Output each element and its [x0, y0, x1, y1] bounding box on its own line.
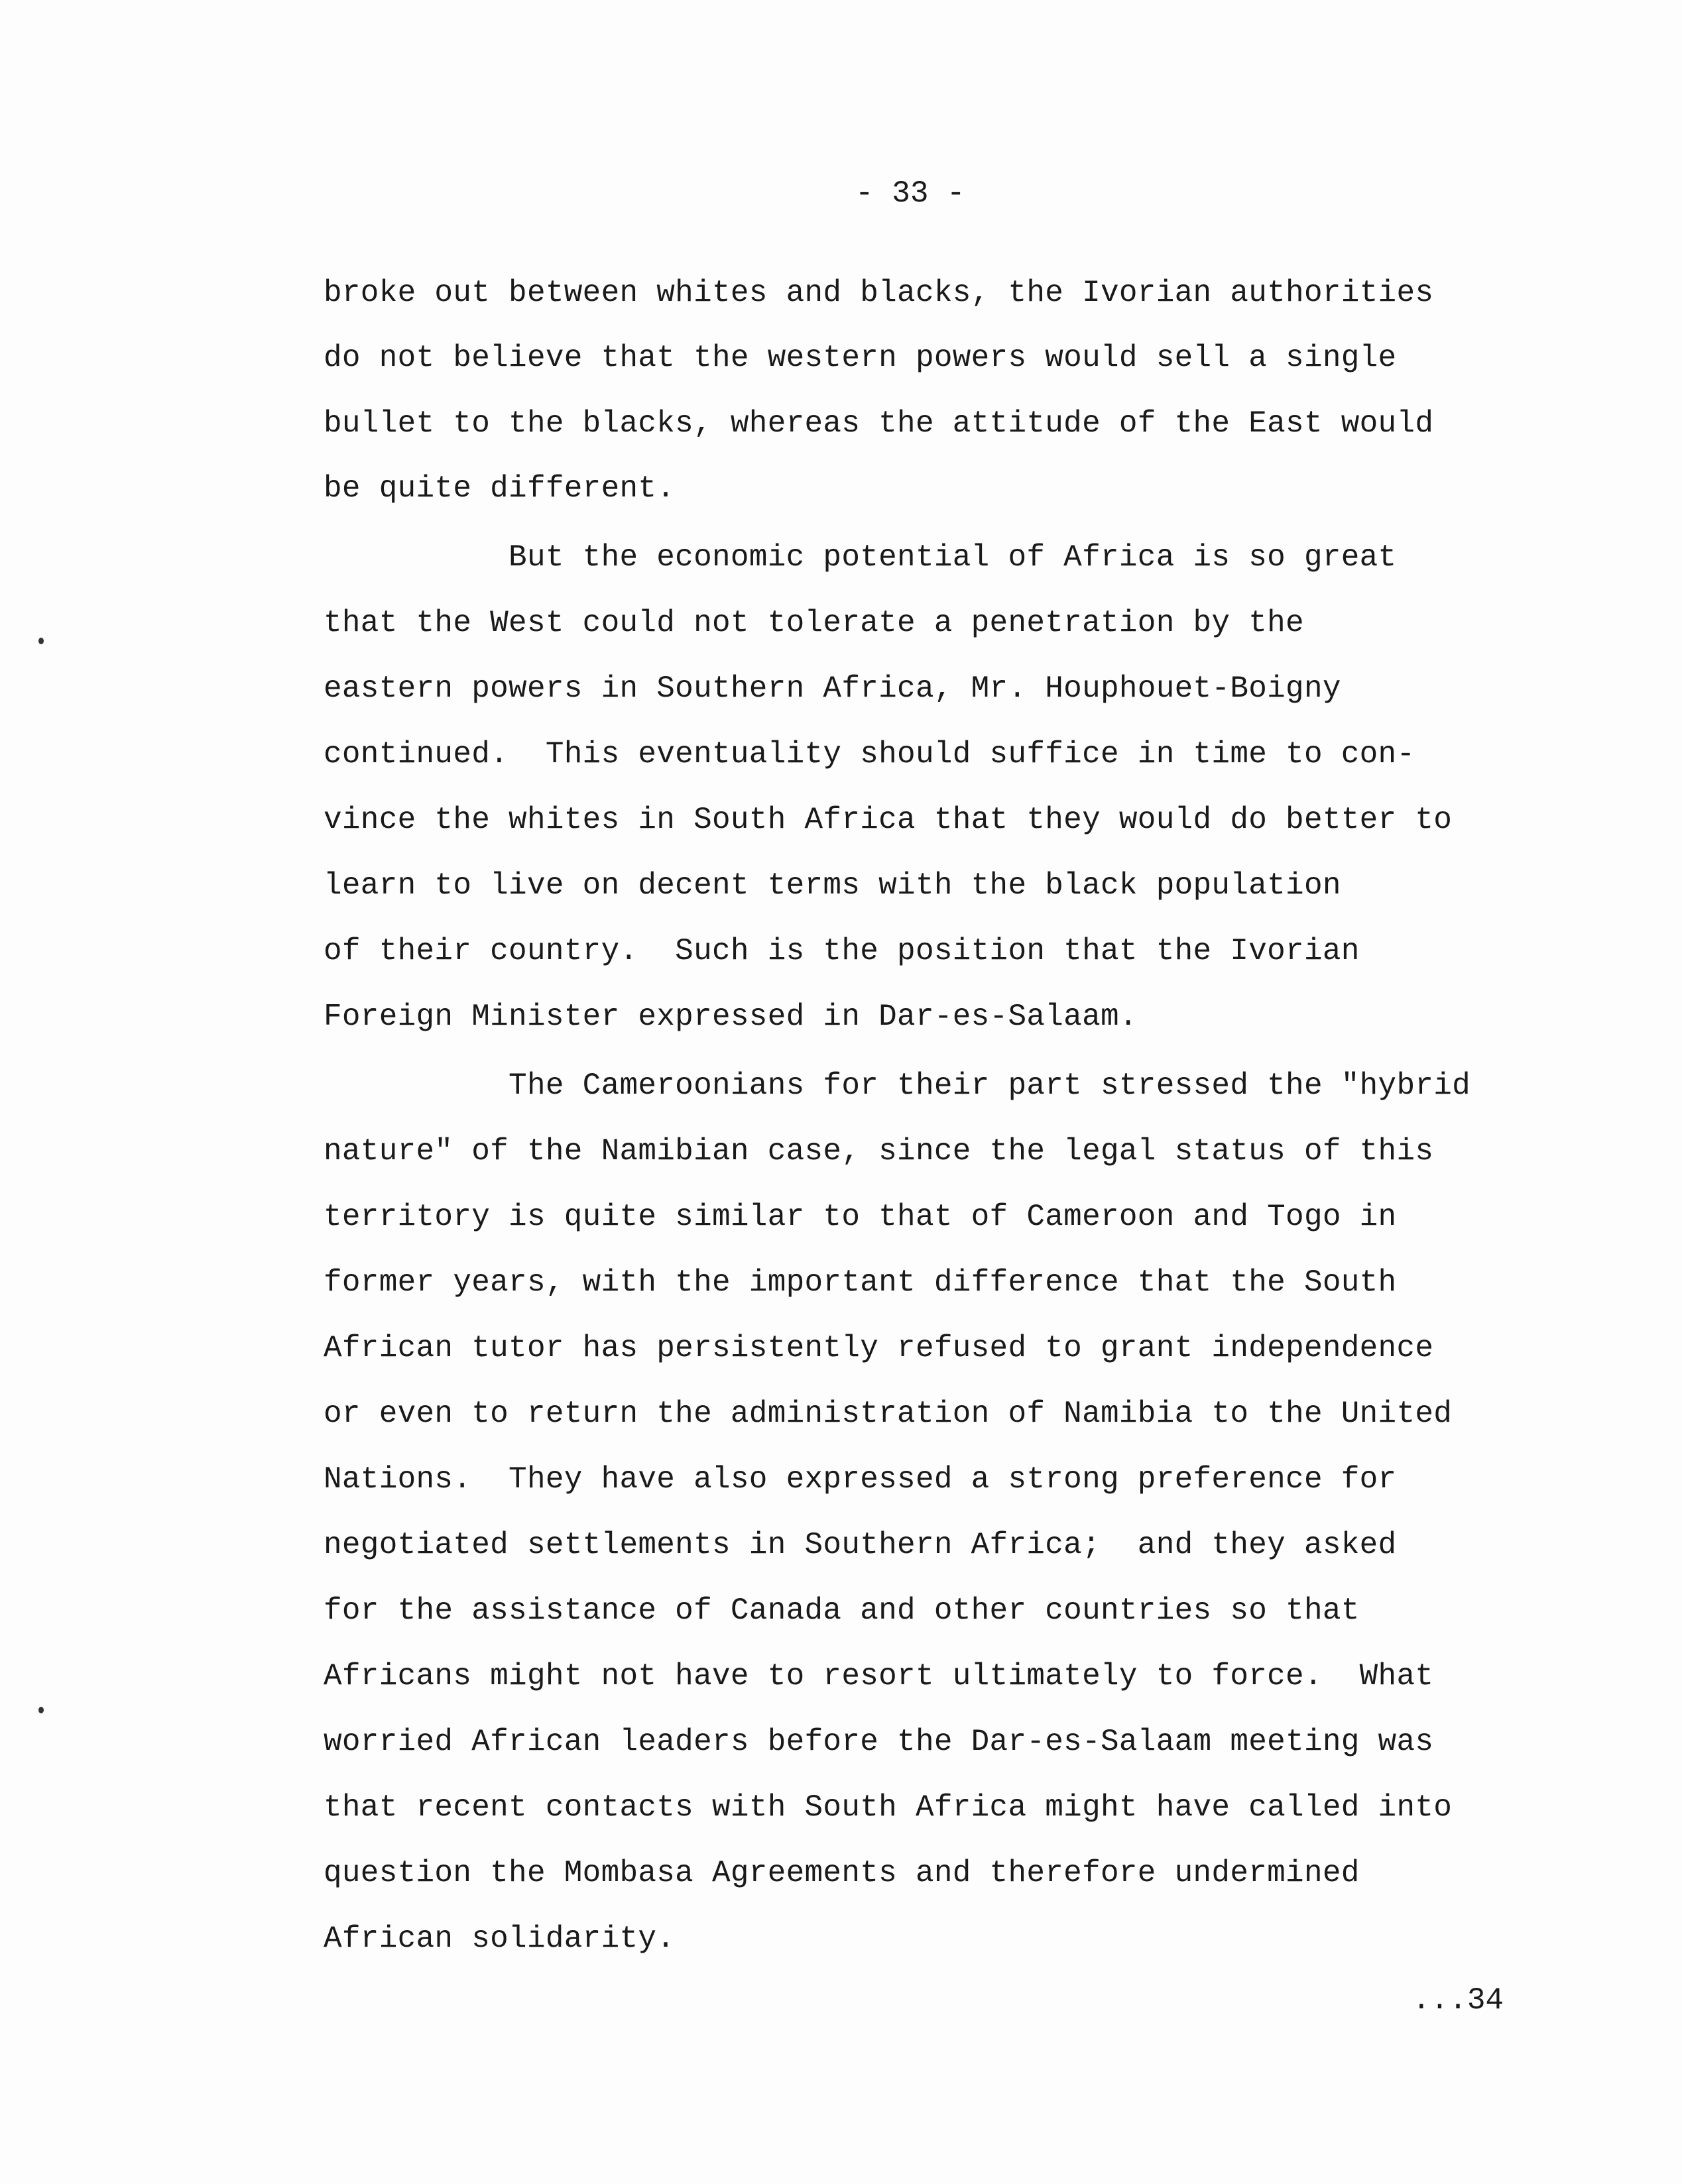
text-line: or even to return the administration of Namibia to the United	[324, 1397, 1453, 1431]
text-line: Africans might not have to resort ultimately to force. What	[324, 1659, 1434, 1694]
text-line: The Cameroonians for their part stressed the "hybrid	[324, 1068, 1471, 1103]
text-line: vince the whites in South Africa that they would do better to	[324, 803, 1453, 837]
text-line: nature" of the Namibian case, since the legal status of this	[324, 1134, 1434, 1169]
text-line: bullet to the blacks, whereas the attitude of the East would	[324, 406, 1434, 441]
text-line: be quite different.	[324, 471, 676, 506]
text-line: learn to live on decent terms with the black population	[324, 868, 1341, 903]
text-line: do not believe that the western powers would sell a single	[324, 341, 1397, 375]
text-line: that the West could not tolerate a penetration by the	[324, 606, 1304, 640]
scan-speck	[38, 638, 44, 644]
text-line: continued. This eventuality should suffice in time to con-	[324, 737, 1415, 772]
text-line: African tutor has persistently refused to grant independence	[324, 1331, 1434, 1365]
page-number: - 33 -	[855, 176, 965, 211]
text-line: for the assistance of Canada and other countries so that	[324, 1593, 1360, 1628]
text-line: broke out between whites and blacks, the Ivorian authorities	[324, 276, 1434, 310]
text-line: territory is quite similar to that of Cameroon and Togo in	[324, 1200, 1397, 1234]
text-line: African solidarity.	[324, 1922, 676, 1956]
text-line: question the Mombasa Agreements and therefore undermined	[324, 1856, 1360, 1890]
scan-speck	[38, 1707, 44, 1713]
text-line: that recent contacts with South Africa might have called into	[324, 1790, 1453, 1825]
text-line: former years, with the important difference that the South	[324, 1265, 1397, 1300]
text-line: worried African leaders before the Dar-es-Salaam meeting was	[324, 1725, 1434, 1759]
text-line: negotiated settlements in Southern Africa; and they asked	[324, 1528, 1397, 1562]
text-line: Nations. They have also expressed a strong preference for	[324, 1462, 1397, 1497]
continuation-marker: ...34	[1412, 1983, 1504, 2018]
text-line: Foreign Minister expressed in Dar-es-Salaam.	[324, 1000, 1138, 1034]
text-line: eastern powers in Southern Africa, Mr. Houphouet-Boigny	[324, 671, 1341, 706]
text-line: But the economic potential of Africa is so great	[324, 540, 1397, 575]
text-line: of their country. Such is the position that the Ivorian	[324, 934, 1360, 968]
